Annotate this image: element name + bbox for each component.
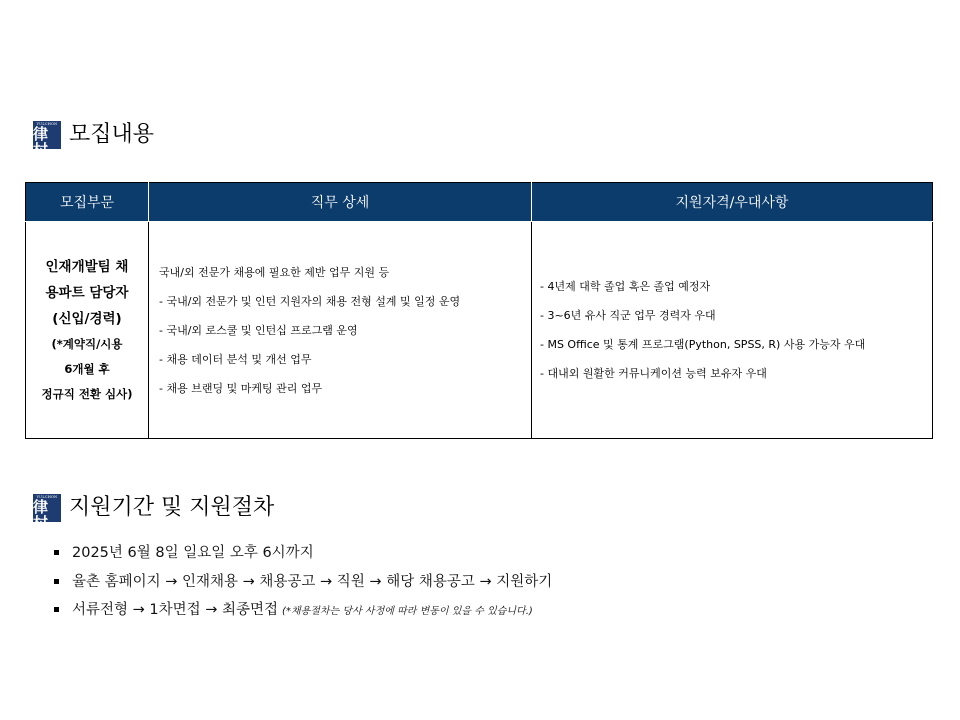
duty-item: - 국내/외 전문가 및 인턴 지원자의 채용 전형 설계 및 일정 운영 bbox=[159, 294, 461, 308]
header-qualifications: 지원자격/우대사항 bbox=[532, 183, 933, 222]
deadline-text: 2025년 6월 8일 일요일 오후 6시까지 bbox=[72, 545, 314, 561]
dept-line: 6개월 후 bbox=[64, 361, 110, 376]
logo-bottom-text: YULCHON bbox=[36, 531, 58, 535]
list-item bbox=[54, 596, 552, 627]
logo-top-text: YULCHON bbox=[36, 122, 58, 126]
qualification-item: - MS Office 및 통계 프로그램(Python, SPSS, R) 사용 가능자 우대 bbox=[540, 338, 866, 351]
logo-bottom-text: YULCHON bbox=[36, 158, 58, 162]
dept-line: 용파트 담당자 bbox=[45, 284, 129, 301]
yulchon-logo bbox=[33, 121, 61, 162]
dept-line: 정규직 전환 심사) bbox=[41, 386, 133, 401]
application-path-text: 율촌 홈페이지 → 인재채용 → 채용공고 → 직원 → 해당 채용공고 → 지원하기 bbox=[72, 573, 553, 590]
table-header-row bbox=[26, 183, 933, 222]
logo-mark: 律村 bbox=[33, 498, 49, 532]
process-note: (*채용절차는 당사 사정에 따라 변동이 있을 수 있습니다.) bbox=[282, 606, 533, 617]
qualifications-cell bbox=[532, 222, 933, 439]
duty-item: 국내/외 전문가 채용에 필요한 제반 업무 지원 등 bbox=[159, 265, 390, 279]
duty-item: - 채용 데이터 분석 및 개선 업무 bbox=[159, 352, 312, 366]
duty-item: - 채용 브랜딩 및 마케팅 관리 업무 bbox=[159, 381, 323, 395]
list-item bbox=[54, 568, 552, 597]
dept-line: (신입/경력) bbox=[52, 310, 122, 327]
logo-mark: 律村 bbox=[33, 125, 49, 159]
recruitment-table bbox=[25, 182, 933, 439]
duty-item: - 국내/외 로스쿨 및 인턴십 프로그램 운영 bbox=[159, 323, 358, 337]
qualification-item: - 3~6년 유사 직군 업무 경력자 우대 bbox=[540, 309, 716, 322]
qualification-item: - 대내외 원활한 커뮤니케이션 능력 보유자 우대 bbox=[540, 367, 767, 380]
logo-top-text: YULCHON bbox=[36, 495, 58, 499]
duties-cell bbox=[149, 222, 532, 439]
list-item bbox=[54, 539, 552, 568]
department-cell bbox=[26, 222, 149, 439]
dept-line: (*계약직/시용 bbox=[51, 336, 123, 351]
qualification-item: - 4년제 대학 졸업 혹은 졸업 예정자 bbox=[540, 280, 711, 293]
section-title-recruitment: 모집내용 bbox=[69, 122, 155, 147]
process-text: 서류전형 → 1차면접 → 최종면접 bbox=[72, 602, 279, 618]
application-steps-list bbox=[54, 539, 552, 627]
section-title-application: 지원기간 및 지원절차 bbox=[69, 495, 275, 520]
header-department: 모집부문 bbox=[26, 183, 149, 222]
header-duties: 직무 상세 bbox=[149, 183, 532, 222]
dept-line: 인재개발팀 채 bbox=[45, 258, 129, 275]
yulchon-logo bbox=[33, 494, 61, 535]
table-row bbox=[26, 222, 933, 439]
